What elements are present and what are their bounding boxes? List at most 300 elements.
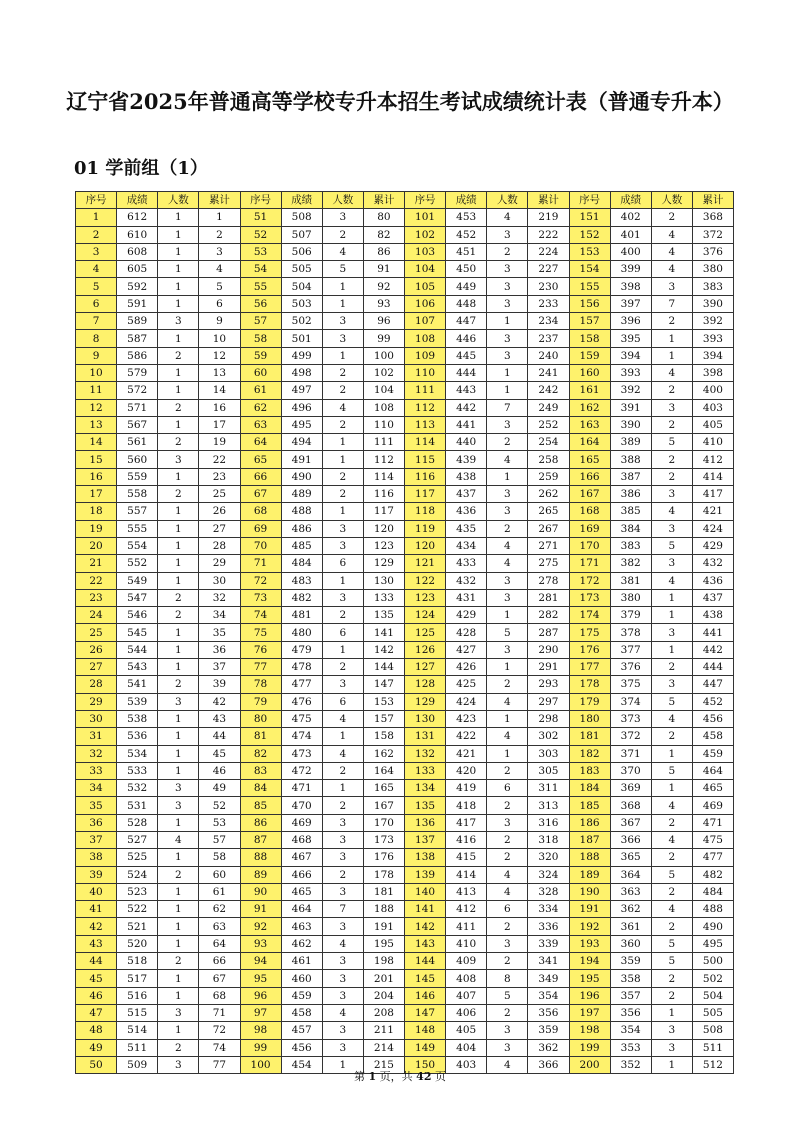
value-cell: 2: [322, 659, 363, 676]
value-cell: 380: [610, 589, 651, 606]
seq-cell: 78: [240, 676, 281, 693]
value-cell: 3: [651, 624, 692, 641]
value-cell: 3: [487, 1022, 528, 1039]
value-cell: 135: [363, 607, 404, 624]
value-cell: 61: [199, 883, 240, 900]
value-cell: 424: [446, 693, 487, 710]
value-cell: 5: [651, 935, 692, 952]
value-cell: 4: [322, 745, 363, 762]
value-cell: 352: [610, 1056, 651, 1073]
value-cell: 512: [692, 1056, 733, 1073]
value-cell: 385: [610, 503, 651, 520]
value-cell: 3: [651, 1039, 692, 1056]
table-row: [76, 486, 734, 503]
value-cell: 3: [487, 295, 528, 312]
value-cell: 3: [322, 589, 363, 606]
value-cell: 318: [528, 831, 569, 848]
seq-cell: 108: [405, 330, 446, 347]
value-cell: 407: [446, 987, 487, 1004]
value-cell: 421: [446, 745, 487, 762]
seq-cell: 98: [240, 1022, 281, 1039]
value-cell: 400: [610, 243, 651, 260]
value-cell: 428: [446, 624, 487, 641]
value-cell: 372: [692, 226, 733, 243]
value-cell: 376: [692, 243, 733, 260]
value-cell: 466: [281, 866, 322, 883]
value-cell: 26: [199, 503, 240, 520]
table-row: [76, 243, 734, 260]
value-cell: 4: [487, 883, 528, 900]
value-cell: 458: [692, 728, 733, 745]
value-cell: 579: [117, 364, 158, 381]
value-cell: 459: [692, 745, 733, 762]
value-cell: 3: [487, 261, 528, 278]
value-cell: 404: [446, 1039, 487, 1056]
value-cell: 1: [158, 1022, 199, 1039]
value-cell: 4: [651, 901, 692, 918]
value-cell: 2: [322, 382, 363, 399]
value-cell: 1: [651, 745, 692, 762]
seq-cell: 130: [405, 710, 446, 727]
header-cell: 成绩: [446, 192, 487, 209]
value-cell: 5: [651, 762, 692, 779]
value-cell: 4: [322, 1004, 363, 1021]
value-cell: 467: [281, 849, 322, 866]
seq-cell: 188: [569, 849, 610, 866]
table-row: [76, 624, 734, 641]
value-cell: 2: [651, 468, 692, 485]
table-row: [76, 226, 734, 243]
value-cell: 153: [363, 693, 404, 710]
value-cell: 3: [651, 1022, 692, 1039]
value-cell: 465: [281, 883, 322, 900]
seq-cell: 50: [76, 1056, 117, 1073]
value-cell: 2: [651, 382, 692, 399]
value-cell: 303: [528, 745, 569, 762]
value-cell: 34: [199, 607, 240, 624]
seq-cell: 65: [240, 451, 281, 468]
seq-cell: 82: [240, 745, 281, 762]
value-cell: 1: [322, 347, 363, 364]
value-cell: 398: [610, 278, 651, 295]
value-cell: 460: [281, 970, 322, 987]
seq-cell: 174: [569, 607, 610, 624]
seq-cell: 197: [569, 1004, 610, 1021]
value-cell: 1: [651, 1004, 692, 1021]
value-cell: 458: [281, 1004, 322, 1021]
table-row: [76, 970, 734, 987]
value-cell: 93: [363, 295, 404, 312]
value-cell: 1: [158, 883, 199, 900]
value-cell: 432: [692, 555, 733, 572]
table-row: [76, 676, 734, 693]
seq-cell: 39: [76, 866, 117, 883]
value-cell: 297: [528, 693, 569, 710]
value-cell: 204: [363, 987, 404, 1004]
table-row: [76, 382, 734, 399]
value-cell: 2: [487, 953, 528, 970]
value-cell: 423: [446, 710, 487, 727]
value-cell: 3: [199, 243, 240, 260]
seq-cell: 28: [76, 676, 117, 693]
value-cell: 441: [692, 624, 733, 641]
value-cell: 1: [158, 226, 199, 243]
value-cell: 302: [528, 728, 569, 745]
header-cell: 成绩: [610, 192, 651, 209]
value-cell: 531: [117, 797, 158, 814]
seq-cell: 44: [76, 953, 117, 970]
value-cell: 3: [322, 520, 363, 537]
value-cell: 538: [117, 710, 158, 727]
header-cell: 序号: [569, 192, 610, 209]
value-cell: 3: [487, 278, 528, 295]
table-row: [76, 866, 734, 883]
value-cell: 1: [487, 364, 528, 381]
value-cell: 371: [610, 745, 651, 762]
value-cell: 3: [487, 226, 528, 243]
value-cell: 116: [363, 486, 404, 503]
seq-cell: 140: [405, 883, 446, 900]
value-cell: 408: [446, 970, 487, 987]
value-cell: 339: [528, 935, 569, 952]
value-cell: 86: [363, 243, 404, 260]
value-cell: 16: [199, 399, 240, 416]
value-cell: 3: [158, 780, 199, 797]
value-cell: 72: [199, 1022, 240, 1039]
table-row: [76, 745, 734, 762]
seq-cell: 109: [405, 347, 446, 364]
header-cell: 人数: [487, 192, 528, 209]
value-cell: 373: [610, 710, 651, 727]
table-row: [76, 503, 734, 520]
value-cell: 37: [199, 659, 240, 676]
seq-cell: 187: [569, 831, 610, 848]
value-cell: 2: [158, 607, 199, 624]
value-cell: 451: [446, 243, 487, 260]
seq-cell: 178: [569, 676, 610, 693]
value-cell: 2: [487, 1004, 528, 1021]
value-cell: 291: [528, 659, 569, 676]
value-cell: 452: [692, 693, 733, 710]
value-cell: 523: [117, 883, 158, 900]
value-cell: 497: [281, 382, 322, 399]
seq-cell: 135: [405, 797, 446, 814]
value-cell: 390: [610, 416, 651, 433]
value-cell: 541: [117, 676, 158, 693]
seq-cell: 158: [569, 330, 610, 347]
document-title: 辽宁省2025年普通高等学校专升本招生考试成绩统计表（普通专升本）: [66, 89, 734, 114]
value-cell: 2: [158, 486, 199, 503]
seq-cell: 56: [240, 295, 281, 312]
value-cell: 374: [610, 693, 651, 710]
seq-cell: 110: [405, 364, 446, 381]
seq-cell: 47: [76, 1004, 117, 1021]
seq-cell: 133: [405, 762, 446, 779]
value-cell: 478: [281, 659, 322, 676]
value-cell: 1: [158, 710, 199, 727]
value-cell: 509: [117, 1056, 158, 1073]
value-cell: 167: [363, 797, 404, 814]
value-cell: 2: [651, 883, 692, 900]
value-cell: 3: [322, 313, 363, 330]
page-footer: [0, 1068, 800, 1084]
value-cell: 444: [446, 364, 487, 381]
value-cell: 549: [117, 572, 158, 589]
value-cell: 372: [610, 728, 651, 745]
header-cell: 累计: [199, 192, 240, 209]
value-cell: 3: [651, 278, 692, 295]
value-cell: 401: [610, 226, 651, 243]
value-cell: 1: [322, 503, 363, 520]
value-cell: 464: [281, 901, 322, 918]
value-cell: 5: [199, 278, 240, 295]
value-cell: 482: [692, 866, 733, 883]
value-cell: 378: [610, 624, 651, 641]
seq-cell: 6: [76, 295, 117, 312]
seq-cell: 173: [569, 589, 610, 606]
value-cell: 353: [610, 1039, 651, 1056]
value-cell: 32: [199, 589, 240, 606]
value-cell: 17: [199, 416, 240, 433]
value-cell: 71: [199, 1004, 240, 1021]
value-cell: 2: [651, 728, 692, 745]
table-row: [76, 209, 734, 226]
value-cell: 608: [117, 243, 158, 260]
table-row: [76, 780, 734, 797]
value-cell: 486: [281, 520, 322, 537]
value-cell: 3: [322, 849, 363, 866]
value-cell: 1: [322, 728, 363, 745]
value-cell: 2: [322, 486, 363, 503]
value-cell: 393: [610, 364, 651, 381]
value-cell: 1: [651, 1056, 692, 1073]
value-cell: 438: [446, 468, 487, 485]
value-cell: 191: [363, 918, 404, 935]
seq-cell: 1: [76, 209, 117, 226]
seq-cell: 2: [76, 226, 117, 243]
table-row: [76, 797, 734, 814]
value-cell: 543: [117, 659, 158, 676]
table-row: [76, 537, 734, 554]
seq-cell: 22: [76, 572, 117, 589]
seq-cell: 159: [569, 347, 610, 364]
value-cell: 1: [158, 814, 199, 831]
seq-cell: 104: [405, 261, 446, 278]
value-cell: 9: [199, 313, 240, 330]
value-cell: 222: [528, 226, 569, 243]
value-cell: 406: [446, 1004, 487, 1021]
value-cell: 4: [487, 693, 528, 710]
value-cell: 369: [610, 780, 651, 797]
seq-cell: 199: [569, 1039, 610, 1056]
value-cell: 368: [692, 209, 733, 226]
value-cell: 515: [117, 1004, 158, 1021]
value-cell: 3: [158, 1056, 199, 1073]
value-cell: 5: [651, 866, 692, 883]
value-cell: 525: [117, 849, 158, 866]
value-cell: 1: [199, 209, 240, 226]
value-cell: 534: [117, 745, 158, 762]
value-cell: 19: [199, 434, 240, 451]
seq-cell: 8: [76, 330, 117, 347]
seq-cell: 121: [405, 555, 446, 572]
value-cell: 237: [528, 330, 569, 347]
value-cell: 1: [158, 728, 199, 745]
seq-cell: 16: [76, 468, 117, 485]
table-row: [76, 451, 734, 468]
value-cell: 450: [446, 261, 487, 278]
seq-cell: 63: [240, 416, 281, 433]
seq-cell: 45: [76, 970, 117, 987]
value-cell: 7: [487, 399, 528, 416]
value-cell: 25: [199, 486, 240, 503]
seq-cell: 148: [405, 1022, 446, 1039]
value-cell: 1: [651, 347, 692, 364]
value-cell: 1: [158, 468, 199, 485]
table-row: [76, 728, 734, 745]
value-cell: 365: [610, 849, 651, 866]
value-cell: 399: [610, 261, 651, 278]
seq-cell: 136: [405, 814, 446, 831]
value-cell: 1: [158, 555, 199, 572]
value-cell: 2: [651, 416, 692, 433]
header-cell: 人数: [322, 192, 363, 209]
seq-cell: 143: [405, 935, 446, 952]
seq-cell: 146: [405, 987, 446, 1004]
value-cell: 382: [610, 555, 651, 572]
seq-cell: 33: [76, 762, 117, 779]
value-cell: 498: [281, 364, 322, 381]
seq-cell: 10: [76, 364, 117, 381]
seq-cell: 156: [569, 295, 610, 312]
value-cell: 4: [487, 209, 528, 226]
value-cell: 557: [117, 503, 158, 520]
value-cell: 485: [281, 537, 322, 554]
seq-cell: 181: [569, 728, 610, 745]
value-cell: 3: [487, 330, 528, 347]
seq-cell: 52: [240, 226, 281, 243]
value-cell: 433: [446, 555, 487, 572]
value-cell: 1: [322, 295, 363, 312]
seq-cell: 86: [240, 814, 281, 831]
footer-page-number: 1: [368, 1070, 377, 1083]
value-cell: 305: [528, 762, 569, 779]
value-cell: 354: [610, 1022, 651, 1039]
seq-cell: 115: [405, 451, 446, 468]
value-cell: 412: [446, 901, 487, 918]
value-cell: 440: [446, 434, 487, 451]
value-cell: 1: [487, 313, 528, 330]
value-cell: 429: [692, 537, 733, 554]
value-cell: 360: [610, 935, 651, 952]
value-cell: 293: [528, 676, 569, 693]
value-cell: 4: [651, 797, 692, 814]
value-cell: 328: [528, 883, 569, 900]
table-row: [76, 364, 734, 381]
value-cell: 5: [651, 537, 692, 554]
value-cell: 532: [117, 780, 158, 797]
value-cell: 370: [610, 762, 651, 779]
value-cell: 281: [528, 589, 569, 606]
value-cell: 400: [692, 382, 733, 399]
value-cell: 384: [610, 520, 651, 537]
value-cell: 521: [117, 918, 158, 935]
value-cell: 424: [692, 520, 733, 537]
seq-cell: 90: [240, 883, 281, 900]
seq-cell: 175: [569, 624, 610, 641]
value-cell: 114: [363, 468, 404, 485]
table-row: [76, 555, 734, 572]
value-cell: 463: [281, 918, 322, 935]
value-cell: 1: [158, 641, 199, 658]
table-row: [76, 434, 734, 451]
value-cell: 271: [528, 537, 569, 554]
value-cell: 392: [610, 382, 651, 399]
value-cell: 4: [651, 226, 692, 243]
value-cell: 447: [692, 676, 733, 693]
value-cell: 3: [322, 537, 363, 554]
value-cell: 612: [117, 209, 158, 226]
value-cell: 592: [117, 278, 158, 295]
seq-cell: 12: [76, 399, 117, 416]
seq-cell: 170: [569, 537, 610, 554]
seq-cell: 17: [76, 486, 117, 503]
table-row: [76, 313, 734, 330]
value-cell: 422: [446, 728, 487, 745]
table-row: [76, 261, 734, 278]
value-cell: 214: [363, 1039, 404, 1056]
value-cell: 3: [322, 970, 363, 987]
value-cell: 468: [281, 831, 322, 848]
seq-cell: 3: [76, 243, 117, 260]
value-cell: 453: [446, 209, 487, 226]
seq-cell: 144: [405, 953, 446, 970]
value-cell: 480: [281, 624, 322, 641]
value-cell: 394: [610, 347, 651, 364]
seq-cell: 192: [569, 918, 610, 935]
seq-cell: 126: [405, 641, 446, 658]
value-cell: 1: [158, 572, 199, 589]
value-cell: 8: [487, 970, 528, 987]
table-row: [76, 278, 734, 295]
value-cell: 4: [651, 831, 692, 848]
value-cell: 227: [528, 261, 569, 278]
value-cell: 3: [487, 503, 528, 520]
value-cell: 7: [651, 295, 692, 312]
value-cell: 471: [692, 814, 733, 831]
value-cell: 1: [158, 330, 199, 347]
value-cell: 63: [199, 918, 240, 935]
value-cell: 484: [281, 555, 322, 572]
value-cell: 1: [651, 589, 692, 606]
value-cell: 499: [281, 347, 322, 364]
value-cell: 426: [446, 659, 487, 676]
value-cell: 67: [199, 970, 240, 987]
value-cell: 2: [199, 226, 240, 243]
value-cell: 181: [363, 883, 404, 900]
value-cell: 28: [199, 537, 240, 554]
seq-cell: 141: [405, 901, 446, 918]
value-cell: 1: [158, 520, 199, 537]
value-cell: 527: [117, 831, 158, 848]
value-cell: 389: [610, 434, 651, 451]
seq-cell: 191: [569, 901, 610, 918]
seq-cell: 112: [405, 399, 446, 416]
value-cell: 2: [158, 1039, 199, 1056]
value-cell: 479: [281, 641, 322, 658]
seq-cell: 61: [240, 382, 281, 399]
value-cell: 398: [692, 364, 733, 381]
